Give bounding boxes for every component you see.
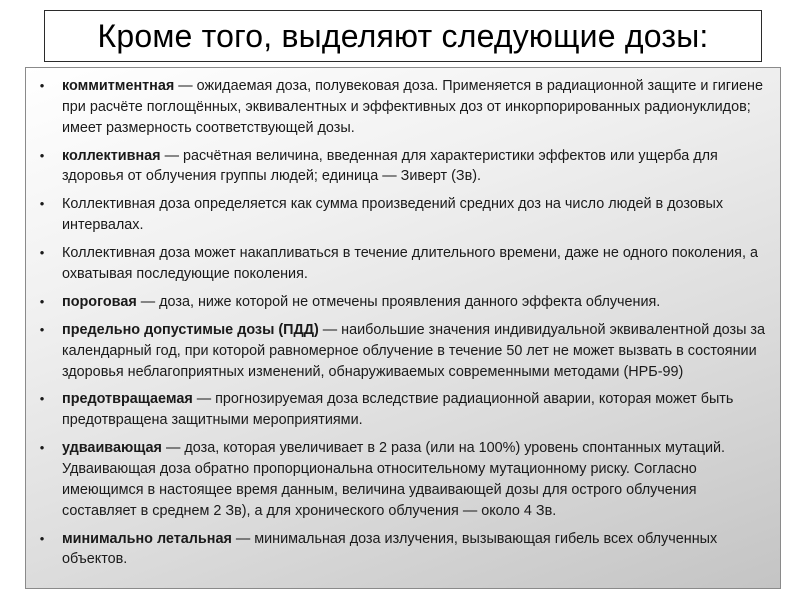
- item-term: предотвращаемая: [62, 391, 193, 408]
- bullet-icon: •: [39, 321, 45, 337]
- item-text: — прогнозируемая доза вследствие радиационной аварии, которая может быть предотвращена защитными мероприятиями.: [62, 391, 734, 429]
- item-text: — минимальная доза излучения, вызывающая гибель всех облученных объектов.: [62, 530, 718, 568]
- bullet-icon: •: [39, 245, 45, 261]
- item-text: — наибольшие значения индивидуальной эквивалентной дозы за календарный год, при которой равномерное облучение в течение 50 лет не может вызвать в состоянии здоровья неблагоприятных изменений, обнаруживаемых современными методами (НРБ-99): [62, 321, 766, 380]
- item-term: удваивающая: [62, 440, 162, 457]
- list-item-collective-definition: [36, 194, 772, 236]
- bullet-icon: •: [39, 147, 45, 163]
- bullet-icon: •: [39, 391, 45, 407]
- content-box: [25, 67, 781, 589]
- item-term: коллективная: [62, 147, 161, 164]
- bullet-icon: •: [39, 78, 45, 93]
- list-item-collective: [36, 146, 772, 188]
- bullet-icon: •: [39, 530, 45, 546]
- bullet-icon: •: [39, 440, 45, 456]
- dose-list: [36, 76, 772, 570]
- item-term: предельно допустимые дозы (ПДД): [62, 321, 319, 338]
- list-item-preventable: [36, 389, 772, 431]
- list-item-commitment: [36, 76, 772, 138]
- item-text: Коллективная доза может накапливаться в течение длительного времени, даже не одного поколения, а охватывая последующие поколения.: [62, 245, 758, 282]
- list-item-min-lethal: [36, 529, 772, 571]
- item-text: — доза, которая увеличивает в 2 раза (или на 100%) уровень спонтанных мутаций. Удваивающая доза обратно пропорциональна относительному мутационному риску. Согласно имеющимся в настоящее время данным, величина удваивающей дозы для острого облучения составляет в среднем 2 Зв), а для хронического облучения — около 4 Зв.: [62, 440, 726, 519]
- title-box: [44, 10, 762, 62]
- list-item-collective-accumulation: [36, 243, 772, 285]
- bullet-icon: •: [39, 293, 45, 309]
- list-item-doubling: [36, 438, 772, 521]
- list-item-max-permissible: [36, 320, 772, 382]
- item-text: — расчётная величина, введенная для характеристики эффектов или ущерба для здоровья от облучения группы людей; единица — Зиверт (Зв).: [62, 147, 718, 185]
- item-text: Коллективная доза определяется как сумма произведений средних доз на число людей в дозовых интервалах.: [62, 196, 724, 234]
- item-term: пороговая: [62, 293, 137, 310]
- item-term: минимально летальная: [62, 530, 232, 547]
- item-text: — ожидаемая доза, полувековая доза. Применяется в радиационной защите и гигиене при расчёте поглощённых, эквивалентных и эффективных доз от инкорпорированных радионуклидов; имеет размерность соответствующей дозы.: [62, 78, 763, 136]
- item-text: — доза, ниже которой не отмечены проявления данного эффекта облучения.: [136, 293, 661, 310]
- slide-title: Кроме того, выделяют следующие дозы:: [97, 17, 709, 54]
- list-item-threshold: [36, 292, 772, 313]
- bullet-icon: •: [39, 196, 45, 212]
- item-term: коммитментная: [62, 78, 175, 94]
